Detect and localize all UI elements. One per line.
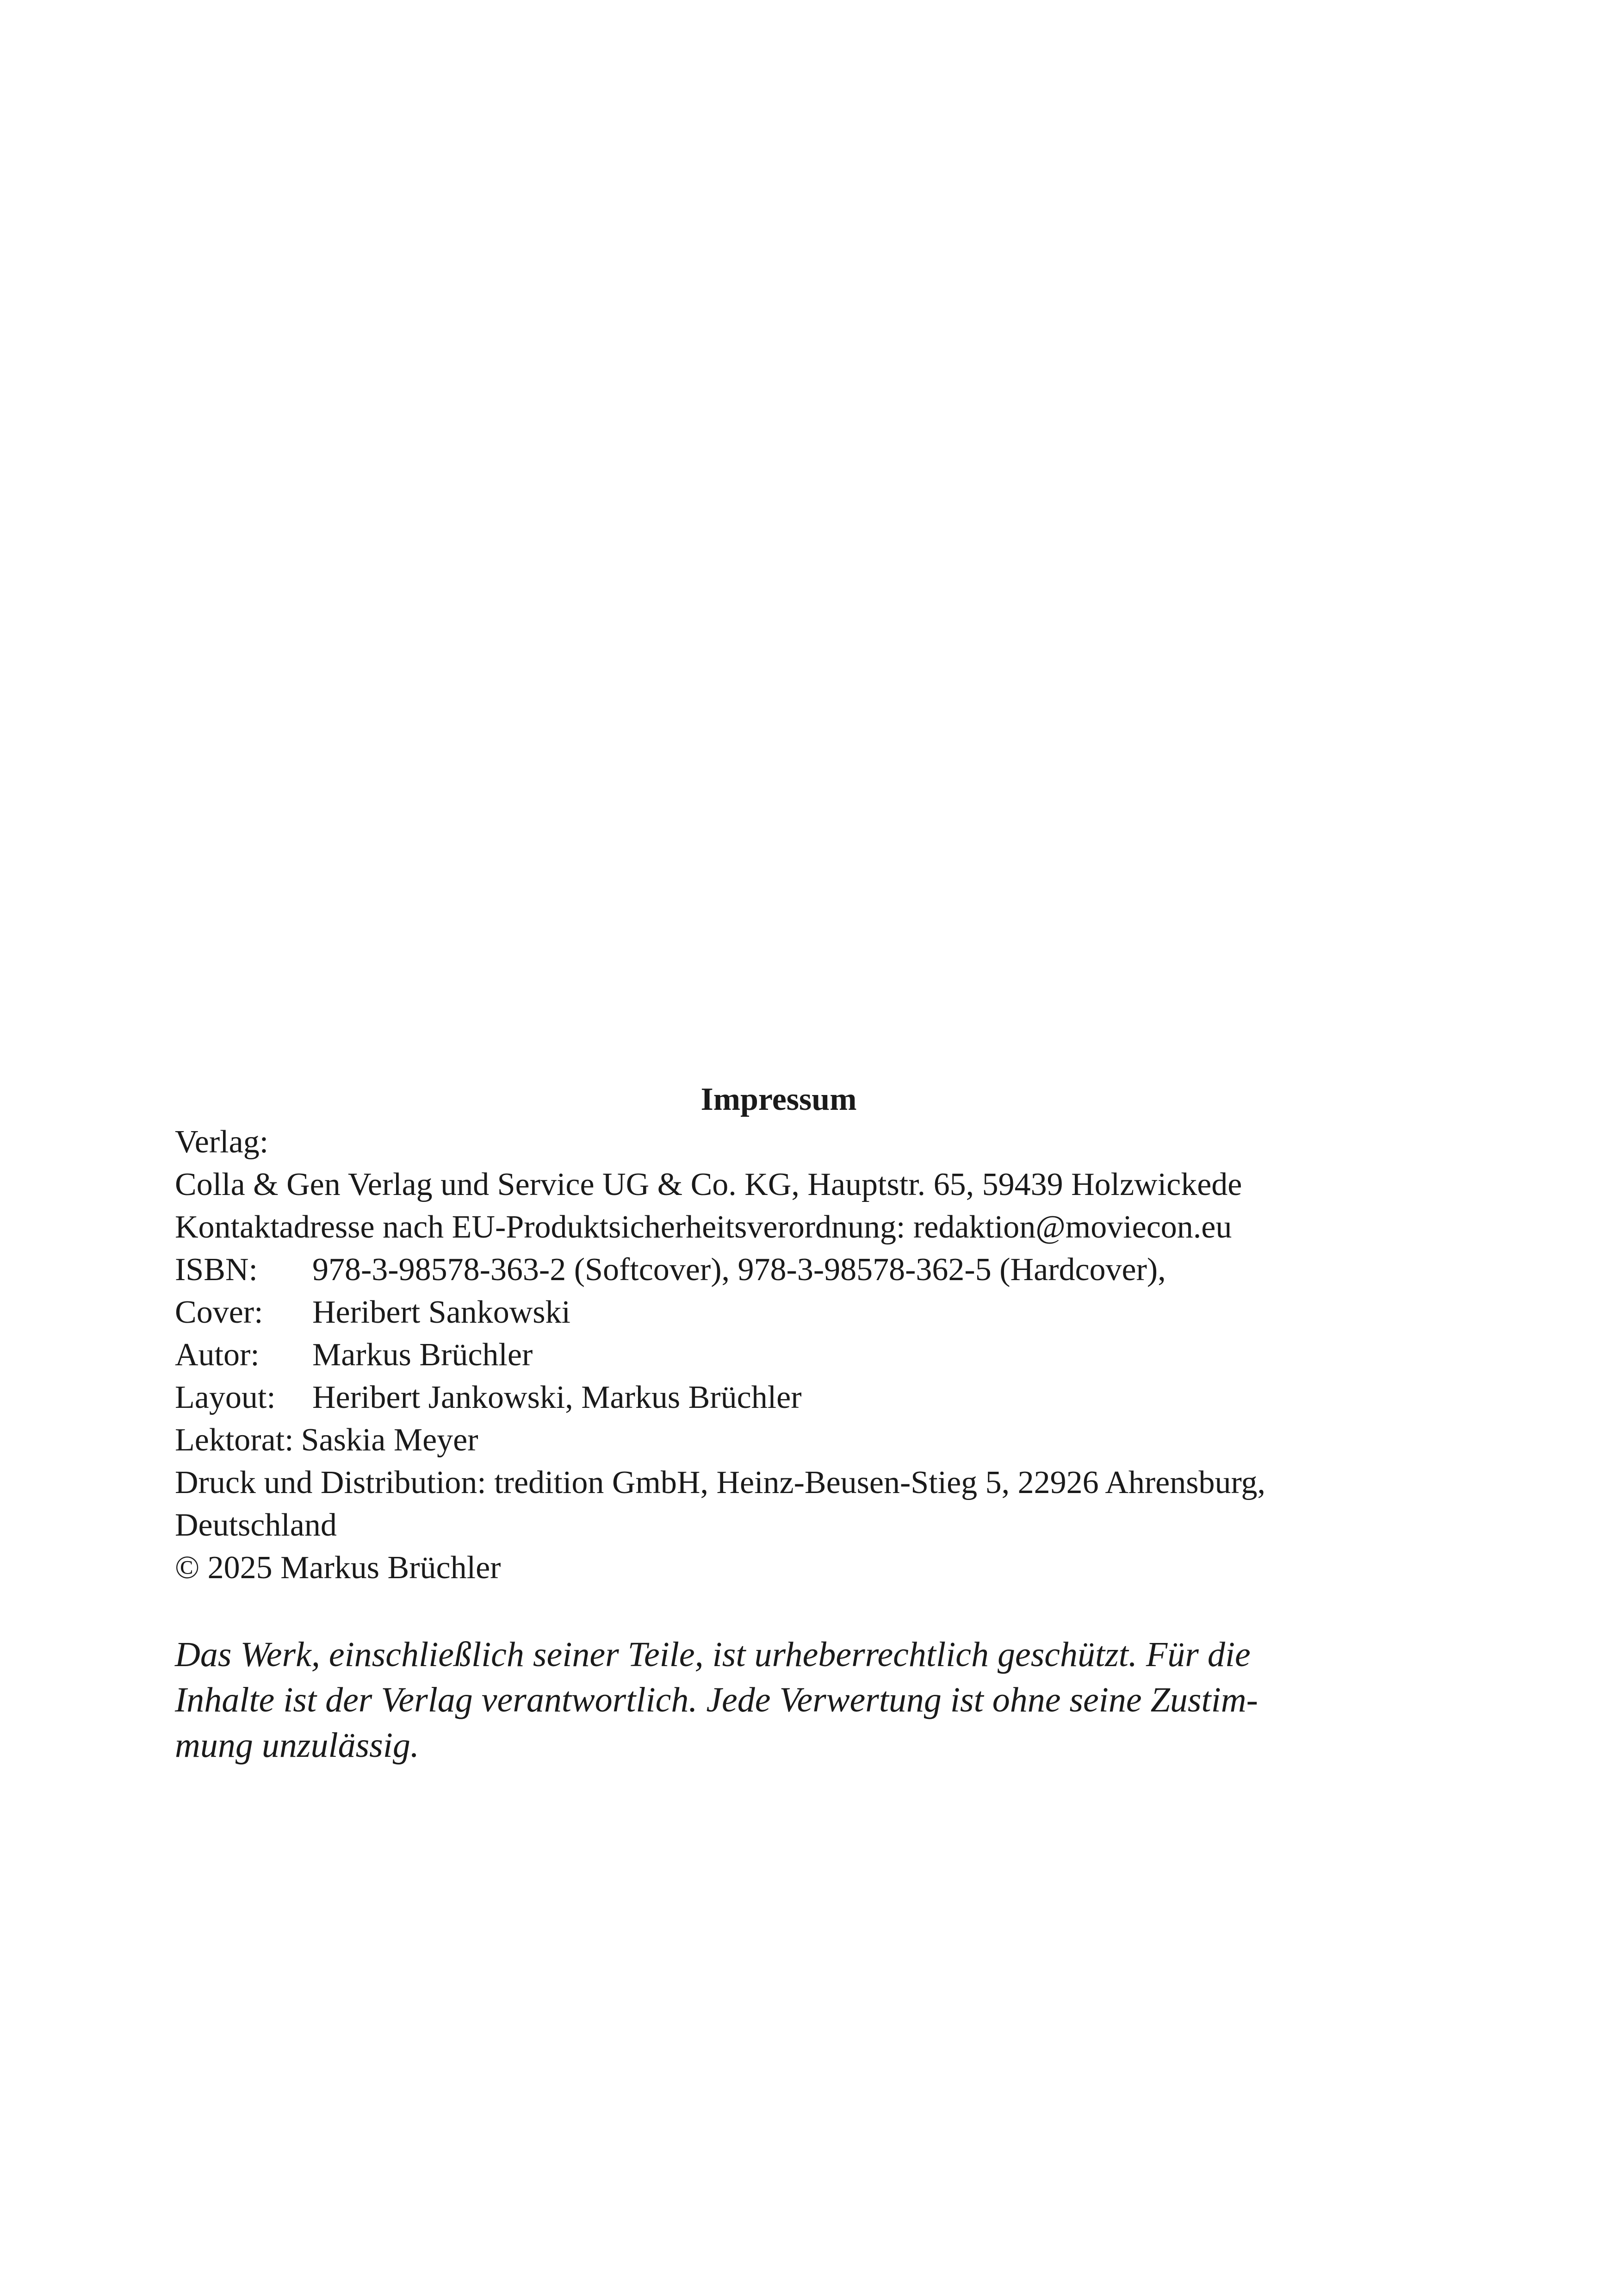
notice-line-3: mung unzulässig. bbox=[175, 1726, 419, 1765]
layout-value: Heribert Jankowski, Markus Brüchler bbox=[312, 1380, 802, 1415]
isbn-value: 978-3-98578-363-2 (Softcover), 978-3-98578-362-5 (Hardcover), bbox=[312, 1252, 1166, 1288]
cover-value: Heribert Sankowski bbox=[312, 1294, 570, 1330]
impressum-section bbox=[175, 1078, 1382, 1768]
copyright-line: © 2025 Markus Brüchler bbox=[175, 1550, 501, 1586]
verlag-address: Colla & Gen Verlag und Service UG & Co. KG, Hauptstr. 65, 59439 Holzwickede bbox=[175, 1167, 1242, 1202]
cover-row bbox=[175, 1291, 1382, 1334]
isbn-label: ISBN: bbox=[175, 1252, 258, 1288]
verlag-label: Verlag: bbox=[175, 1124, 269, 1160]
layout-row bbox=[175, 1376, 1382, 1419]
layout-label: Layout: bbox=[175, 1380, 276, 1415]
autor-label: Autor: bbox=[175, 1337, 260, 1373]
notice-line-2: Inhalte ist der Verlag verantwortlich. Jede Verwertung ist ohne seine Zustim- bbox=[175, 1680, 1258, 1719]
impressum-title: Impressum bbox=[701, 1082, 857, 1117]
cover-label: Cover: bbox=[175, 1294, 263, 1330]
isbn-row bbox=[175, 1249, 1382, 1291]
lektorat-label: Lektorat: bbox=[175, 1422, 294, 1458]
druck-line-2: Deutschland bbox=[175, 1507, 337, 1543]
druck-line-1: Druck und Distribution: tredition GmbH, Heinz-Beusen-Stieg 5, 22926 Ahrensburg, bbox=[175, 1465, 1266, 1500]
copyright-notice bbox=[175, 1632, 1382, 1768]
contact-address: Kontaktadresse nach EU-Produktsicherheitsverordnung: redaktion@moviecon.eu bbox=[175, 1209, 1232, 1245]
lektorat-row bbox=[175, 1419, 1382, 1462]
autor-row bbox=[175, 1334, 1382, 1376]
notice-line-1: Das Werk, einschließlich seiner Teile, ist urheberrechtlich geschützt. Für die bbox=[175, 1635, 1251, 1674]
autor-value: Markus Brüchler bbox=[312, 1337, 533, 1373]
lektorat-value: Saskia Meyer bbox=[301, 1422, 478, 1458]
